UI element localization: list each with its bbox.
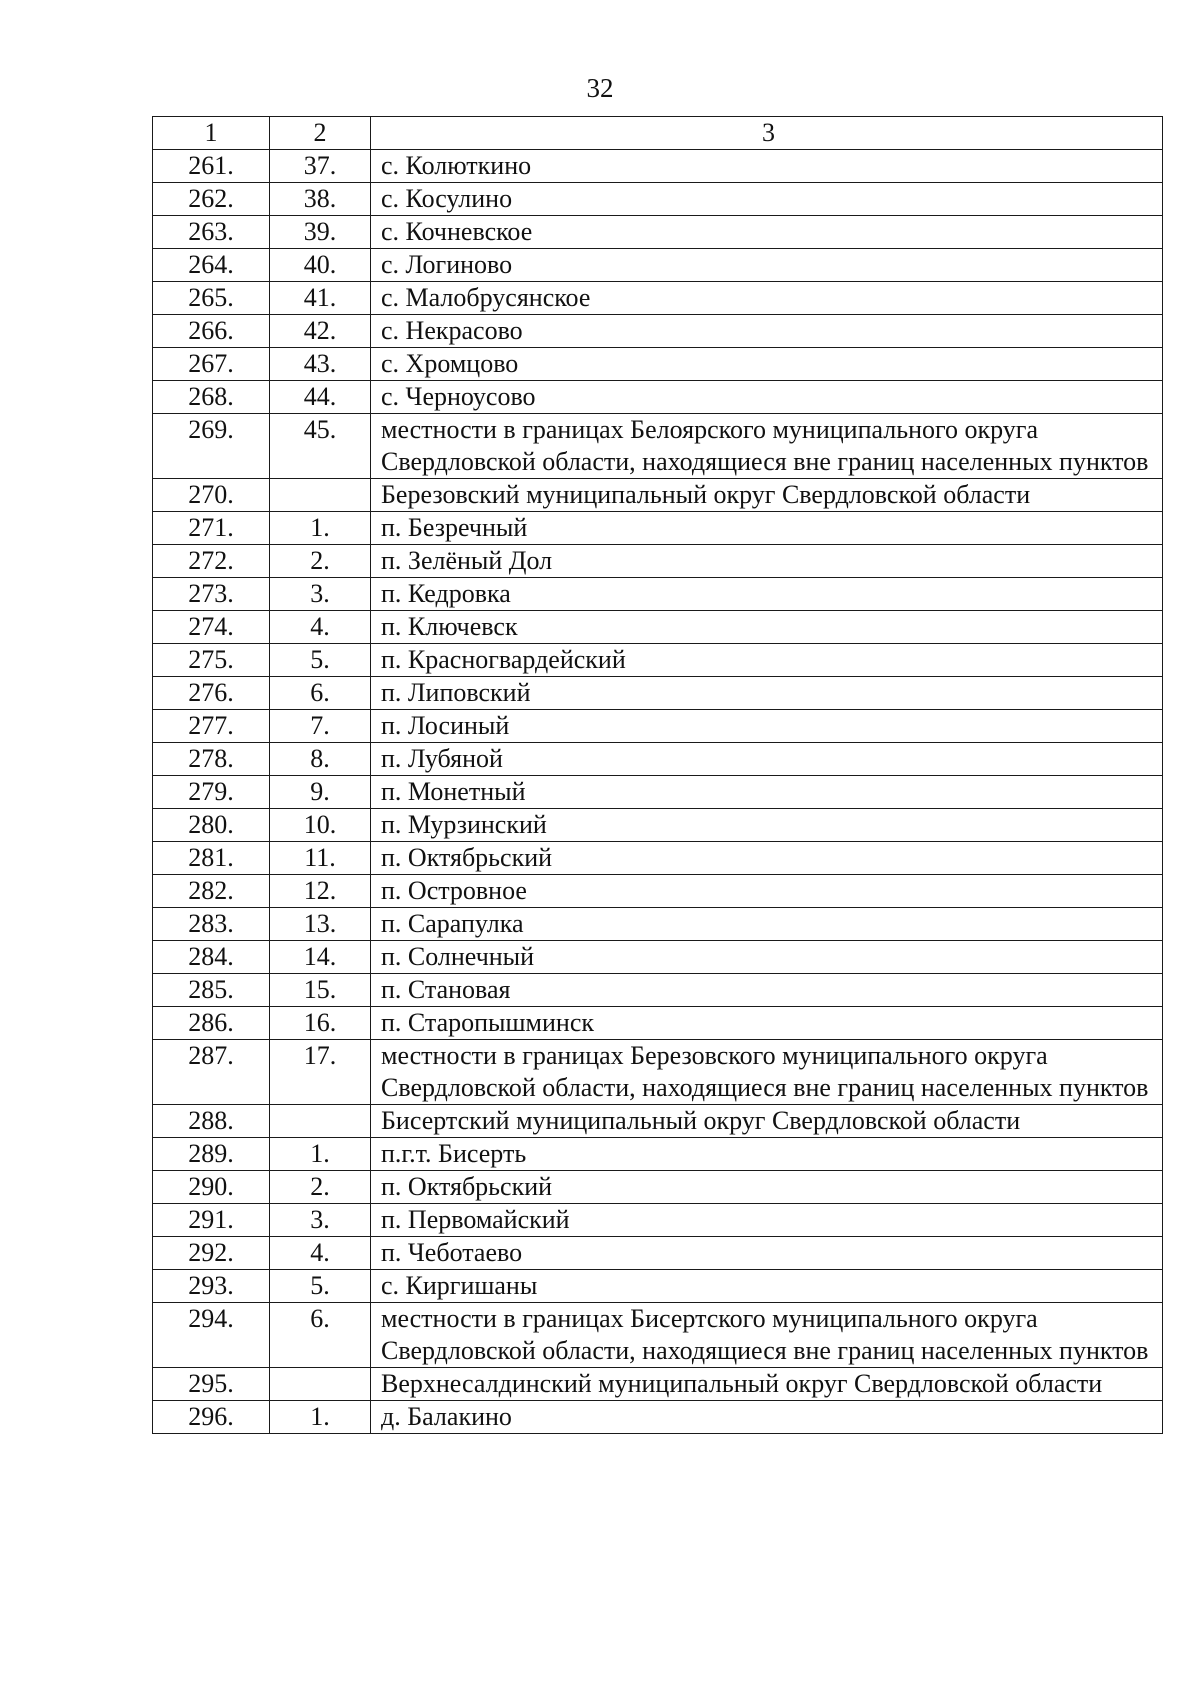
row-number: 281. [153, 842, 270, 875]
row-number: 284. [153, 941, 270, 974]
table-row [153, 611, 1163, 644]
row-number: 265. [153, 282, 270, 315]
table-row [153, 315, 1163, 348]
table-row [153, 776, 1163, 809]
row-name: п. Зелёный Дол [371, 545, 1163, 578]
row-subnumber: 8. [270, 743, 371, 776]
row-number: 266. [153, 315, 270, 348]
settlements-table [152, 116, 1163, 1434]
row-number: 275. [153, 644, 270, 677]
row-number: 263. [153, 216, 270, 249]
row-subnumber: 1. [270, 1401, 371, 1434]
row-subnumber: 45. [270, 414, 371, 479]
row-subnumber: 41. [270, 282, 371, 315]
row-subnumber: 7. [270, 710, 371, 743]
row-name: п. Лубяной [371, 743, 1163, 776]
row-number: 262. [153, 183, 270, 216]
row-number: 270. [153, 479, 270, 512]
row-name: с. Логиново [371, 249, 1163, 282]
row-name: местности в границах Белоярского муниципального округа Свердловской области, находящиеся вне границ населенных пунктов [371, 414, 1163, 479]
row-number: 277. [153, 710, 270, 743]
row-subnumber: 10. [270, 809, 371, 842]
table-row [153, 875, 1163, 908]
row-subnumber: 5. [270, 644, 371, 677]
table-row [153, 809, 1163, 842]
row-number: 273. [153, 578, 270, 611]
table-row [153, 1171, 1163, 1204]
row-subnumber: 1. [270, 512, 371, 545]
table-row [153, 1237, 1163, 1270]
row-number: 288. [153, 1105, 270, 1138]
row-number: 272. [153, 545, 270, 578]
row-name: с. Киргишаны [371, 1270, 1163, 1303]
row-name: с. Косулино [371, 183, 1163, 216]
table-row [153, 512, 1163, 545]
table-row [153, 183, 1163, 216]
row-name: п. Лосиный [371, 710, 1163, 743]
table-row [153, 479, 1163, 512]
row-number: 271. [153, 512, 270, 545]
table-row [153, 1007, 1163, 1040]
row-name: с. Некрасово [371, 315, 1163, 348]
table-row [153, 1204, 1163, 1237]
row-number: 296. [153, 1401, 270, 1434]
row-subnumber: 5. [270, 1270, 371, 1303]
table-row [153, 1303, 1163, 1368]
row-number: 276. [153, 677, 270, 710]
row-number: 269. [153, 414, 270, 479]
row-name: п. Становая [371, 974, 1163, 1007]
row-subnumber: 43. [270, 348, 371, 381]
row-name: п.г.т. Бисерть [371, 1138, 1163, 1171]
row-name: с. Кочневское [371, 216, 1163, 249]
table-row [153, 545, 1163, 578]
table-row [153, 249, 1163, 282]
row-subnumber: 13. [270, 908, 371, 941]
table-row [153, 348, 1163, 381]
header-col-1: 1 [153, 117, 270, 150]
row-name: п. Солнечный [371, 941, 1163, 974]
table-row [153, 974, 1163, 1007]
table-row [153, 743, 1163, 776]
row-subnumber: 4. [270, 1237, 371, 1270]
row-subnumber: 14. [270, 941, 371, 974]
row-number: 283. [153, 908, 270, 941]
row-number: 268. [153, 381, 270, 414]
row-name: п. Мурзинский [371, 809, 1163, 842]
table-row [153, 150, 1163, 183]
row-name: п. Монетный [371, 776, 1163, 809]
row-subnumber [270, 1105, 371, 1138]
row-subnumber [270, 479, 371, 512]
table-row [153, 414, 1163, 479]
row-number: 285. [153, 974, 270, 1007]
row-number: 286. [153, 1007, 270, 1040]
row-name: п. Сарапулка [371, 908, 1163, 941]
row-number: 293. [153, 1270, 270, 1303]
row-number: 278. [153, 743, 270, 776]
row-subnumber: 6. [270, 1303, 371, 1368]
row-name: с. Хромцово [371, 348, 1163, 381]
row-number: 264. [153, 249, 270, 282]
row-name: местности в границах Бисертского муниципального округа Свердловской области, находящиеся вне границ населенных пунктов [371, 1303, 1163, 1368]
header-row [153, 117, 1163, 150]
row-number: 294. [153, 1303, 270, 1368]
row-subnumber: 3. [270, 1204, 371, 1237]
table-row [153, 1040, 1163, 1105]
row-name: с. Колюткино [371, 150, 1163, 183]
row-name: п. Октябрьский [371, 842, 1163, 875]
header-col-3: 3 [371, 117, 1163, 150]
row-number: 290. [153, 1171, 270, 1204]
row-number: 279. [153, 776, 270, 809]
row-name: п. Старопышминск [371, 1007, 1163, 1040]
table-row [153, 1368, 1163, 1401]
table-row [153, 842, 1163, 875]
table-row [153, 710, 1163, 743]
table-row [153, 381, 1163, 414]
table-row [153, 941, 1163, 974]
row-subnumber: 39. [270, 216, 371, 249]
row-name: п. Чеботаево [371, 1237, 1163, 1270]
row-subnumber: 15. [270, 974, 371, 1007]
row-subnumber: 4. [270, 611, 371, 644]
row-subnumber: 42. [270, 315, 371, 348]
row-subnumber: 11. [270, 842, 371, 875]
row-name: с. Черноусово [371, 381, 1163, 414]
header-col-2: 2 [270, 117, 371, 150]
row-subnumber: 40. [270, 249, 371, 282]
table-row [153, 578, 1163, 611]
row-name: п. Липовский [371, 677, 1163, 710]
table-row [153, 1105, 1163, 1138]
row-subnumber: 44. [270, 381, 371, 414]
row-subnumber: 6. [270, 677, 371, 710]
row-subnumber: 9. [270, 776, 371, 809]
row-name: п. Ключевск [371, 611, 1163, 644]
row-name: п. Безречный [371, 512, 1163, 545]
row-name: Березовский муниципальный округ Свердловской области [371, 479, 1163, 512]
row-name: п. Красногвардейский [371, 644, 1163, 677]
table-row [153, 677, 1163, 710]
page-number: 32 [586, 73, 614, 103]
row-name: д. Балакино [371, 1401, 1163, 1434]
table-row [153, 908, 1163, 941]
row-subnumber: 38. [270, 183, 371, 216]
row-number: 287. [153, 1040, 270, 1105]
table-row [153, 1401, 1163, 1434]
row-name: п. Первомайский [371, 1204, 1163, 1237]
row-number: 292. [153, 1237, 270, 1270]
row-number: 274. [153, 611, 270, 644]
row-name: п. Островное [371, 875, 1163, 908]
row-name: местности в границах Березовского муниципального округа Свердловской области, находящиеся вне границ населенных пунктов [371, 1040, 1163, 1105]
row-subnumber [270, 1368, 371, 1401]
row-name: п. Кедровка [371, 578, 1163, 611]
row-name: п. Октябрьский [371, 1171, 1163, 1204]
row-number: 291. [153, 1204, 270, 1237]
row-number: 261. [153, 150, 270, 183]
row-number: 295. [153, 1368, 270, 1401]
row-subnumber: 16. [270, 1007, 371, 1040]
table-row [153, 1138, 1163, 1171]
row-number: 280. [153, 809, 270, 842]
row-name: Бисертский муниципальный округ Свердловской области [371, 1105, 1163, 1138]
row-number: 282. [153, 875, 270, 908]
row-name: с. Малобрусянское [371, 282, 1163, 315]
table-row [153, 216, 1163, 249]
table-row [153, 644, 1163, 677]
row-name: Верхнесалдинский муниципальный округ Свердловской области [371, 1368, 1163, 1401]
table-body [153, 150, 1163, 1434]
row-subnumber: 3. [270, 578, 371, 611]
row-subnumber: 12. [270, 875, 371, 908]
table-header [153, 117, 1163, 150]
table-row [153, 1270, 1163, 1303]
row-subnumber: 2. [270, 545, 371, 578]
row-number: 267. [153, 348, 270, 381]
row-subnumber: 17. [270, 1040, 371, 1105]
row-subnumber: 37. [270, 150, 371, 183]
row-subnumber: 2. [270, 1171, 371, 1204]
table-row [153, 282, 1163, 315]
row-subnumber: 1. [270, 1138, 371, 1171]
row-number: 289. [153, 1138, 270, 1171]
